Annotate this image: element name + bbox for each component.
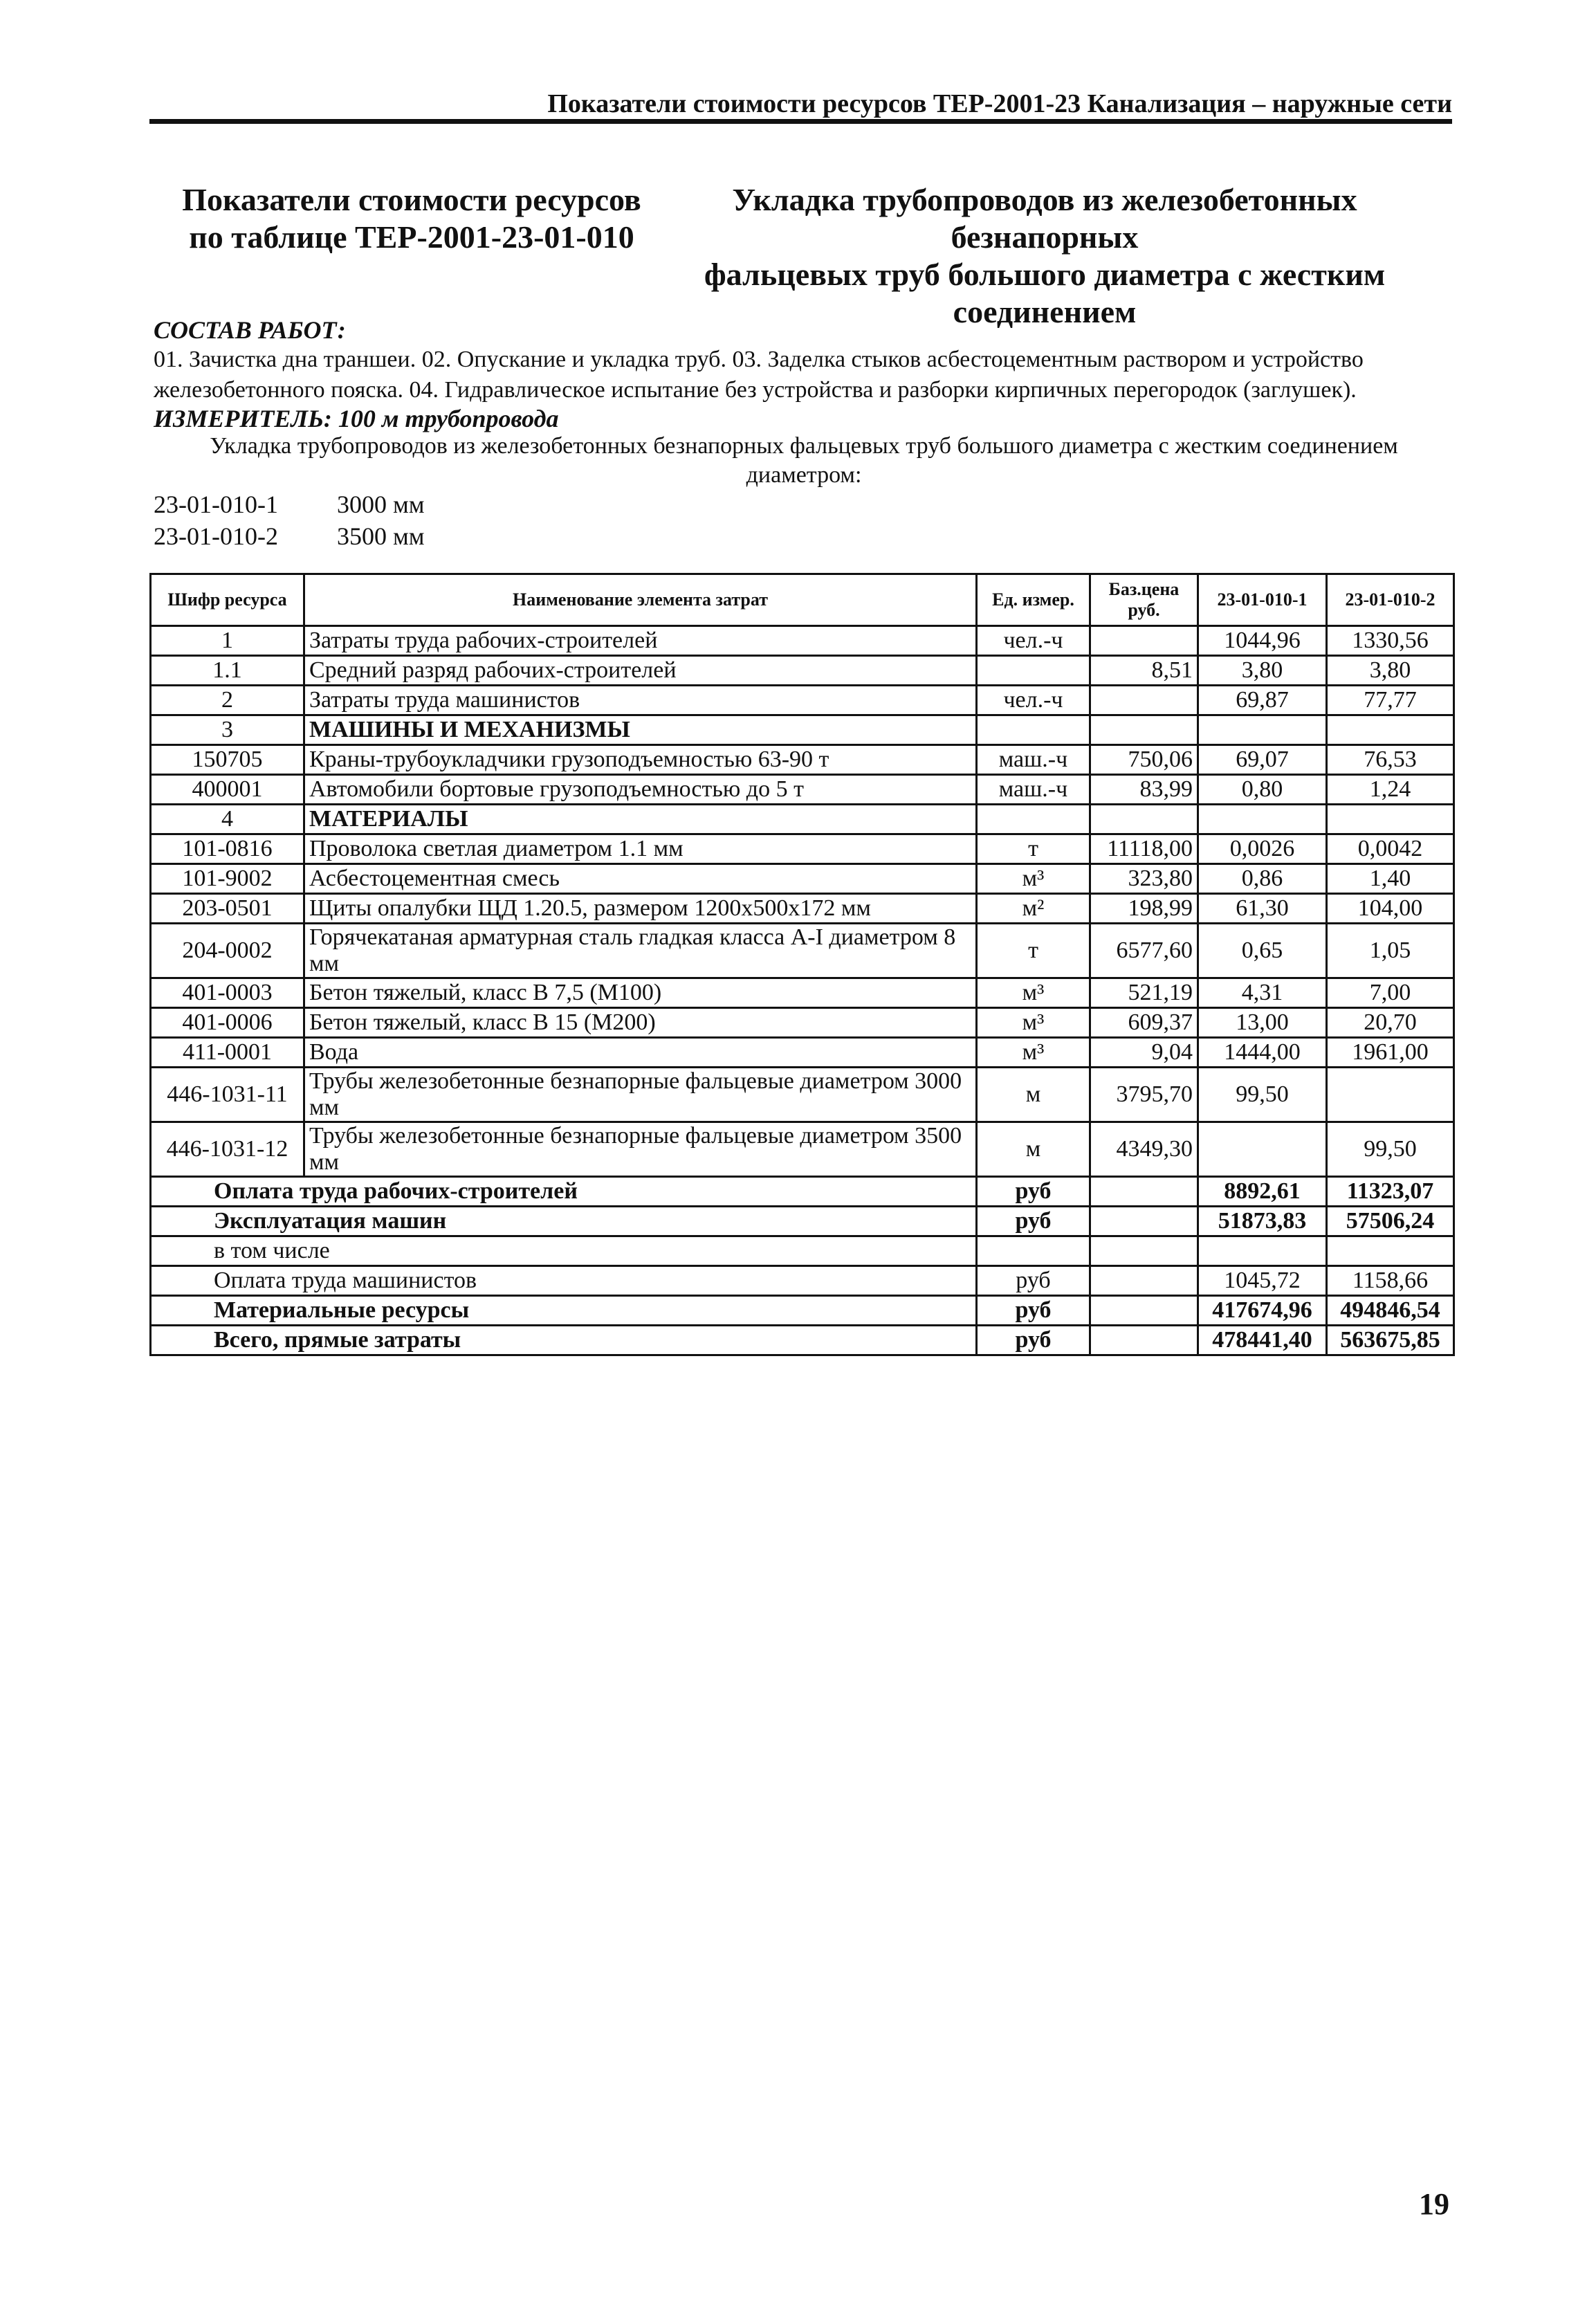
work-line2: железобетонного пояска. 04. Гидравлическое испытание без устройства и разборки кирпичных перегородок (заглушек). <box>154 377 1357 403</box>
table-row <box>151 1038 1454 1068</box>
cell-unit: т <box>977 924 1090 978</box>
header-v1: 23-01-010-1 <box>1198 574 1327 626</box>
table-row <box>151 1068 1454 1122</box>
cell-name: Трубы железобетонные безнапорные фальцевые диаметром 3500 мм <box>304 1122 977 1177</box>
table-row <box>151 775 1454 805</box>
title-right-line2: фальцевых труб большого диаметра с жестким <box>704 257 1386 292</box>
totals-v1: 417674,96 <box>1198 1296 1327 1326</box>
totals-v2 <box>1327 1236 1454 1266</box>
totals-empty-cell <box>1090 1236 1198 1266</box>
cell-unit: чел.-ч <box>977 686 1090 715</box>
cell-unit <box>977 715 1090 745</box>
header-price: Баз.цена руб. <box>1090 574 1198 626</box>
table-row <box>151 656 1454 686</box>
totals-label: Материальные ресурсы <box>151 1296 977 1326</box>
variants-list <box>154 488 425 552</box>
totals-label: Оплата труда рабочих-строителей <box>151 1177 977 1207</box>
totals-unit: руб <box>977 1207 1090 1236</box>
totals-v2: 563675,85 <box>1327 1326 1454 1355</box>
cell-name: Асбестоцементная смесь <box>304 864 977 894</box>
cell-name: Бетон тяжелый, класс В 15 (М200) <box>304 1008 977 1038</box>
header-v2: 23-01-010-2 <box>1327 574 1454 626</box>
totals-v1: 8892,61 <box>1198 1177 1327 1207</box>
title-left-line2: по таблице ТЕР-2001-23-01-010 <box>189 219 634 255</box>
totals-body <box>151 1177 1454 1355</box>
cell-v1: 13,00 <box>1198 1008 1327 1038</box>
totals-row <box>151 1326 1454 1355</box>
cell-code: 101-0816 <box>151 834 304 864</box>
totals-v1: 478441,40 <box>1198 1326 1327 1355</box>
cell-v2 <box>1327 1068 1454 1122</box>
cell-unit <box>977 656 1090 686</box>
totals-label: Эксплуатация машин <box>151 1207 977 1236</box>
cell-price <box>1090 626 1198 656</box>
cell-code: 1.1 <box>151 656 304 686</box>
totals-empty-cell <box>1090 1326 1198 1355</box>
totals-label: Всего, прямые затраты <box>151 1326 977 1355</box>
totals-v2: 494846,54 <box>1327 1296 1454 1326</box>
totals-v1: 1045,72 <box>1198 1266 1327 1296</box>
cell-code: 150705 <box>151 745 304 775</box>
cell-price: 9,04 <box>1090 1038 1198 1068</box>
cell-price: 83,99 <box>1090 775 1198 805</box>
cell-v2: 3,80 <box>1327 656 1454 686</box>
cell-name: МАТЕРИАЛЫ <box>304 805 977 834</box>
cell-price <box>1090 715 1198 745</box>
table-row <box>151 686 1454 715</box>
totals-empty-cell <box>1090 1207 1198 1236</box>
title-right-line1: Укладка трубопроводов из железобетонных безнапорных <box>732 182 1357 255</box>
cell-v1 <box>1198 1122 1327 1177</box>
cell-price: 8,51 <box>1090 656 1198 686</box>
cell-price <box>1090 686 1198 715</box>
cell-price: 6577,60 <box>1090 924 1198 978</box>
cell-price <box>1090 805 1198 834</box>
cell-code: 411-0001 <box>151 1038 304 1068</box>
totals-empty-cell <box>1090 1266 1198 1296</box>
totals-v2: 57506,24 <box>1327 1207 1454 1236</box>
cell-unit: маш.-ч <box>977 745 1090 775</box>
cell-unit: м³ <box>977 1008 1090 1038</box>
totals-v2: 11323,07 <box>1327 1177 1454 1207</box>
cell-v1: 4,31 <box>1198 978 1327 1008</box>
header-name: Наименование элемента затрат <box>304 574 977 626</box>
totals-row <box>151 1207 1454 1236</box>
cell-name: Горячекатаная арматурная сталь гладкая класса А-I диаметром 8 мм <box>304 924 977 978</box>
totals-label: в том числе <box>151 1236 977 1266</box>
cell-unit: м² <box>977 894 1090 924</box>
cell-v2: 99,50 <box>1327 1122 1454 1177</box>
table-row <box>151 894 1454 924</box>
cell-price: 750,06 <box>1090 745 1198 775</box>
cell-unit: т <box>977 834 1090 864</box>
variant-code: 23-01-010-1 <box>154 491 278 518</box>
cell-price: 3795,70 <box>1090 1068 1198 1122</box>
cell-unit: м³ <box>977 978 1090 1008</box>
title-left <box>173 181 650 256</box>
desc-line1: Укладка трубопроводов из железобетонных безнапорных фальцевых труб большого диаметра с жестким соединением <box>210 433 1398 459</box>
cell-name: Затраты труда машинистов <box>304 686 977 715</box>
totals-row <box>151 1177 1454 1207</box>
cell-name: Затраты труда рабочих-строителей <box>304 626 977 656</box>
totals-v1: 51873,83 <box>1198 1207 1327 1236</box>
variant-value: 3500 мм <box>337 522 425 550</box>
cell-code: 446-1031-11 <box>151 1068 304 1122</box>
cell-v2: 7,00 <box>1327 978 1454 1008</box>
cell-name: Проволока светлая диаметром 1.1 мм <box>304 834 977 864</box>
table-row <box>151 978 1454 1008</box>
header-code: Шифр ресурса <box>151 574 304 626</box>
cell-price: 4349,30 <box>1090 1122 1198 1177</box>
cell-v1: 61,30 <box>1198 894 1327 924</box>
cell-name: Краны-трубоукладчики грузоподъемностью 63-90 т <box>304 745 977 775</box>
cell-unit: м <box>977 1122 1090 1177</box>
table-row <box>151 924 1454 978</box>
cell-code: 4 <box>151 805 304 834</box>
cell-v1: 1044,96 <box>1198 626 1327 656</box>
table-row <box>151 834 1454 864</box>
table-row <box>151 1122 1454 1177</box>
title-right <box>643 181 1446 331</box>
totals-empty-cell <box>1090 1296 1198 1326</box>
cell-code: 401-0003 <box>151 978 304 1008</box>
cell-unit: м³ <box>977 864 1090 894</box>
cell-v1: 69,87 <box>1198 686 1327 715</box>
cell-code: 203-0501 <box>151 894 304 924</box>
cell-v1 <box>1198 715 1327 745</box>
cell-price: 521,19 <box>1090 978 1198 1008</box>
variant-value: 3000 мм <box>337 491 425 518</box>
cell-code: 1 <box>151 626 304 656</box>
cell-v2: 1,40 <box>1327 864 1454 894</box>
totals-row <box>151 1296 1454 1326</box>
cost-table <box>149 573 1455 1356</box>
cell-v1: 1444,00 <box>1198 1038 1327 1068</box>
totals-unit: руб <box>977 1326 1090 1355</box>
totals-v1 <box>1198 1236 1327 1266</box>
totals-unit: руб <box>977 1266 1090 1296</box>
table-header-row <box>151 574 1454 626</box>
cell-price: 198,99 <box>1090 894 1198 924</box>
cell-v1: 99,50 <box>1198 1068 1327 1122</box>
table-row <box>151 745 1454 775</box>
cell-v1: 3,80 <box>1198 656 1327 686</box>
cell-price: 323,80 <box>1090 864 1198 894</box>
cell-name: Щиты опалубки ЩД 1.20.5, размером 1200x500x172 мм <box>304 894 977 924</box>
cell-v1: 69,07 <box>1198 745 1327 775</box>
title-right-line3: соединением <box>953 294 1137 329</box>
totals-row <box>151 1266 1454 1296</box>
cell-unit: чел.-ч <box>977 626 1090 656</box>
cell-unit <box>977 805 1090 834</box>
totals-empty-cell <box>1090 1177 1198 1207</box>
meter-line: ИЗМЕРИТЕЛЬ: 100 м трубопровода <box>154 405 559 432</box>
cell-unit: маш.-ч <box>977 775 1090 805</box>
cell-code: 401-0006 <box>151 1008 304 1038</box>
variant-row <box>154 520 425 552</box>
cell-v2: 1961,00 <box>1327 1038 1454 1068</box>
cell-unit: м³ <box>977 1038 1090 1068</box>
cell-code: 3 <box>151 715 304 745</box>
cell-v2: 1,05 <box>1327 924 1454 978</box>
variant-code: 23-01-010-2 <box>154 522 278 550</box>
table-description <box>154 432 1454 490</box>
table-body <box>151 626 1454 1177</box>
work-line1: 01. Зачистка дна траншеи. 02. Опускание и укладка труб. 03. Заделка стыков асбестоцементным раствором и устройство <box>154 347 1364 372</box>
cell-v1: 0,0026 <box>1198 834 1327 864</box>
header-rule <box>149 119 1452 124</box>
totals-unit: руб <box>977 1177 1090 1207</box>
cell-v2: 0,0042 <box>1327 834 1454 864</box>
totals-row <box>151 1236 1454 1266</box>
cell-v1: 0,65 <box>1198 924 1327 978</box>
table-row <box>151 805 1454 834</box>
cell-name: Вода <box>304 1038 977 1068</box>
header-unit: Ед. измер. <box>977 574 1090 626</box>
variant-row <box>154 488 425 520</box>
cell-code: 446-1031-12 <box>151 1122 304 1177</box>
cell-v2: 76,53 <box>1327 745 1454 775</box>
cell-v2: 104,00 <box>1327 894 1454 924</box>
cell-name: Трубы железобетонные безнапорные фальцевые диаметром 3000 мм <box>304 1068 977 1122</box>
cell-name: Средний разряд рабочих-строителей <box>304 656 977 686</box>
totals-unit <box>977 1236 1090 1266</box>
cell-code: 204-0002 <box>151 924 304 978</box>
cell-v2: 1,24 <box>1327 775 1454 805</box>
cell-unit: м <box>977 1068 1090 1122</box>
cell-v2: 1330,56 <box>1327 626 1454 656</box>
cell-code: 101-9002 <box>151 864 304 894</box>
cell-code: 2 <box>151 686 304 715</box>
table-row <box>151 626 1454 656</box>
cell-v1 <box>1198 805 1327 834</box>
cell-price: 11118,00 <box>1090 834 1198 864</box>
cell-price: 609,37 <box>1090 1008 1198 1038</box>
cell-v2 <box>1327 805 1454 834</box>
cell-code: 400001 <box>151 775 304 805</box>
cell-name: Бетон тяжелый, класс В 7,5 (М100) <box>304 978 977 1008</box>
title-left-line1: Показатели стоимости ресурсов <box>182 182 641 217</box>
cell-v2: 20,70 <box>1327 1008 1454 1038</box>
totals-label: Оплата труда машинистов <box>151 1266 977 1296</box>
totals-unit: руб <box>977 1296 1090 1326</box>
cell-name: Автомобили бортовые грузоподъемностью до 5 т <box>304 775 977 805</box>
work-description <box>154 345 1454 405</box>
desc-line2: диаметром: <box>746 462 862 488</box>
table-row <box>151 1008 1454 1038</box>
cell-v2 <box>1327 715 1454 745</box>
table-row <box>151 715 1454 745</box>
work-heading: СОСТАВ РАБОТ: <box>154 316 346 344</box>
cell-v1: 0,86 <box>1198 864 1327 894</box>
running-header: Показатели стоимости ресурсов ТЕР-2001-23 Канализация – наружные сети <box>547 89 1452 118</box>
totals-v2: 1158,66 <box>1327 1266 1454 1296</box>
table-row <box>151 864 1454 894</box>
cell-v2: 77,77 <box>1327 686 1454 715</box>
cell-name: МАШИНЫ И МЕХАНИЗМЫ <box>304 715 977 745</box>
page-number: 19 <box>1419 2187 1449 2221</box>
cell-v1: 0,80 <box>1198 775 1327 805</box>
